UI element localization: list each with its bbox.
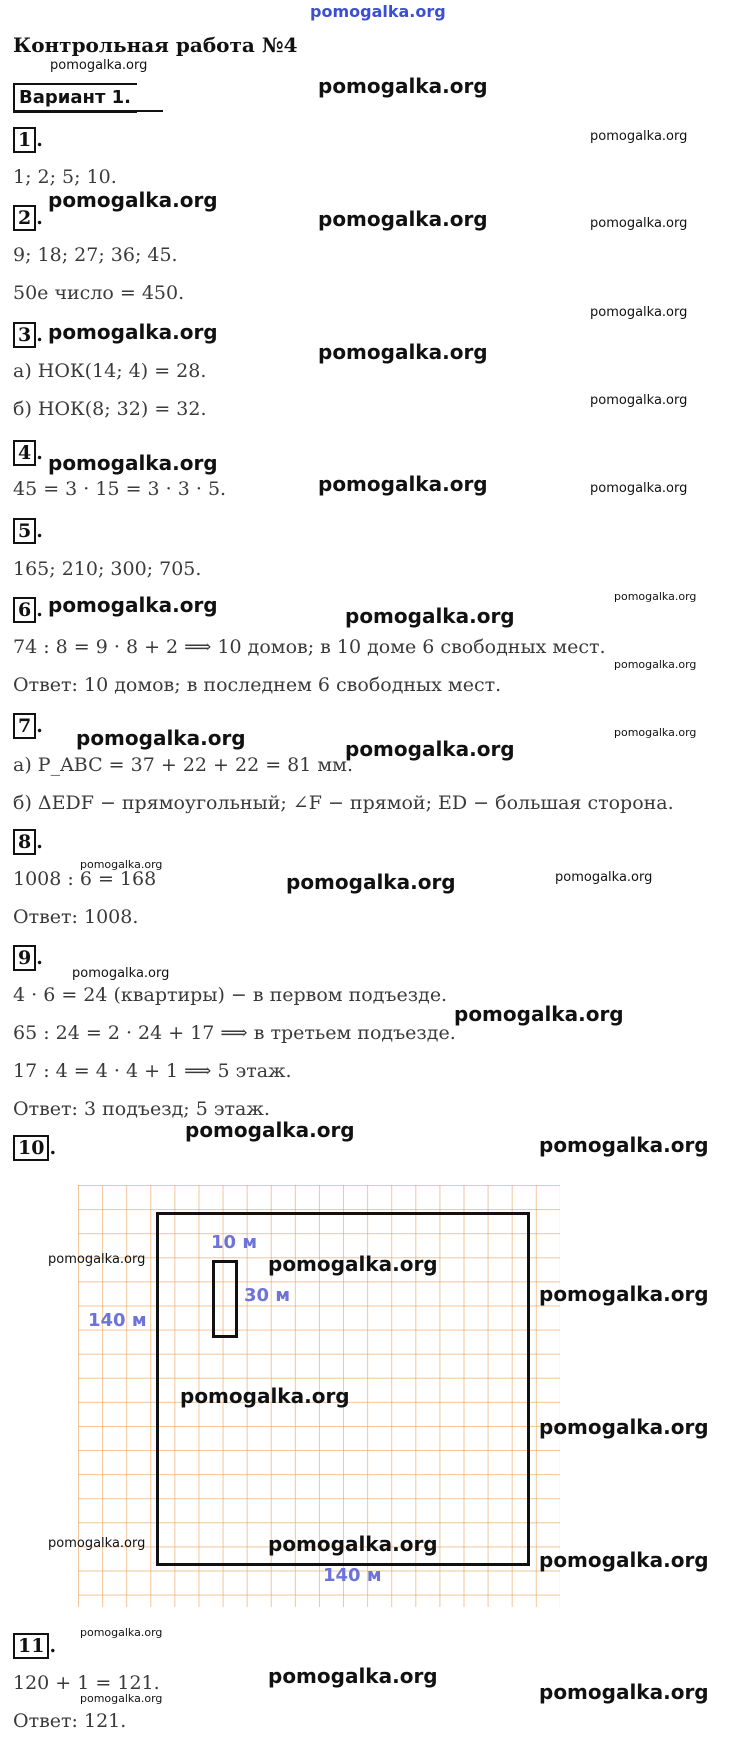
task-3-number: 3 .	[13, 323, 43, 347]
watermark: pomogalka.org	[555, 870, 653, 885]
small-height-label: 30 м	[244, 1285, 291, 1306]
watermark: pomogalka.org	[318, 340, 488, 364]
watermark: pomogalka.org	[72, 966, 170, 981]
task-6-number: 6 .	[13, 598, 43, 622]
watermark: pomogalka.org	[80, 858, 163, 871]
task-8-number: 8 .	[13, 830, 43, 854]
watermark: pomogalka.org	[268, 1532, 438, 1556]
watermark: pomogalka.org	[48, 188, 218, 212]
page-title: Контрольная работа №4	[13, 33, 298, 57]
watermark: pomogalka.org	[590, 129, 688, 144]
task-10-number: 10 .	[13, 1136, 56, 1160]
watermark: pomogalka.org	[286, 870, 456, 894]
task-11-number: 11 .	[13, 1634, 56, 1658]
task-7-line-2: б) ΔEDF − прямоугольный; ∠F − прямой; ED − большая сторона.	[13, 792, 674, 814]
task-7-number: 7 .	[13, 714, 43, 738]
watermark: pomogalka.org	[454, 1002, 624, 1026]
task-4-line-1: 45 = 3 · 15 = 3 · 3 · 5.	[13, 478, 227, 500]
task-11-line-1: 120 + 1 = 121.	[13, 1672, 160, 1694]
watermark: pomogalka.org	[48, 593, 218, 617]
task-9-line-1: 4 · 6 = 24 (квартиры) − в первом подъезде.	[13, 984, 448, 1006]
task-8-line-1: 1008 : 6 = 168	[13, 868, 157, 890]
variant-label: Вариант 1.	[13, 83, 137, 113]
watermark: pomogalka.org	[80, 1692, 163, 1705]
watermark: pomogalka.org	[590, 481, 688, 496]
watermark: pomogalka.org	[80, 1626, 163, 1639]
task-7-line-1: а) P_ABC = 37 + 22 + 22 = 81 мм.	[13, 754, 353, 776]
task-3-line-1: а) НОК(14; 4) = 28.	[13, 360, 207, 382]
task-2-line-2: 50е число = 450.	[13, 282, 185, 304]
watermark: pomogalka.org	[268, 1664, 438, 1688]
watermark: pomogalka.org	[48, 1536, 146, 1551]
watermark: pomogalka.org	[318, 74, 488, 98]
watermark: pomogalka.org	[48, 1252, 146, 1267]
task-9-line-2: 65 : 24 = 2 · 24 + 17 ⟹ в третьем подъезде.	[13, 1022, 456, 1044]
top-watermark: pomogalka.org	[310, 2, 446, 21]
watermark: pomogalka.org	[48, 451, 218, 475]
watermark: pomogalka.org	[345, 604, 515, 628]
task-11-line-2: Ответ: 121.	[13, 1710, 127, 1732]
watermark: pomogalka.org	[180, 1384, 350, 1408]
task-6-line-2: Ответ: 10 домов; в последнем 6 свободных мест.	[13, 674, 502, 696]
watermark: pomogalka.org	[268, 1252, 438, 1276]
task-9-line-4: Ответ: 3 подъезд; 5 этаж.	[13, 1098, 270, 1120]
task-4-number: 4 .	[13, 441, 43, 465]
task-9-line-3: 17 : 4 = 4 · 4 + 1 ⟹ 5 этаж.	[13, 1060, 292, 1082]
task-1-line-1: 1; 2; 5; 10.	[13, 166, 117, 188]
variant-underline	[13, 110, 163, 112]
watermark: pomogalka.org	[185, 1118, 355, 1142]
task-5-number: 5 .	[13, 519, 43, 543]
watermark: pomogalka.org	[50, 58, 148, 73]
small-width-label: 10 м	[211, 1232, 258, 1253]
task-5-line-1: 165; 210; 300; 705.	[13, 558, 202, 580]
watermark: pomogalka.org	[345, 737, 515, 761]
watermark: pomogalka.org	[590, 216, 688, 231]
watermark: pomogalka.org	[76, 726, 246, 750]
task-2-line-1: 9; 18; 27; 36; 45.	[13, 244, 178, 266]
watermark: pomogalka.org	[614, 726, 697, 739]
watermark: pomogalka.org	[318, 472, 488, 496]
watermark: pomogalka.org	[539, 1548, 709, 1572]
task-8-line-2: Ответ: 1008.	[13, 906, 139, 928]
task-6-line-1: 74 : 8 = 9 · 8 + 2 ⟹ 10 домов; в 10 доме 6 свободных мест.	[13, 636, 606, 658]
watermark: pomogalka.org	[539, 1133, 709, 1157]
task-1-number: 1 .	[13, 128, 43, 152]
watermark: pomogalka.org	[539, 1282, 709, 1306]
big-bottom-label: 140 м	[323, 1565, 382, 1586]
small-rectangle	[212, 1260, 238, 1338]
task-3-line-2: б) НОК(8; 32) = 32.	[13, 398, 207, 420]
big-side-label: 140 м	[88, 1310, 147, 1331]
watermark: pomogalka.org	[590, 393, 688, 408]
watermark: pomogalka.org	[614, 658, 697, 671]
watermark: pomogalka.org	[539, 1680, 709, 1704]
watermark: pomogalka.org	[48, 320, 218, 344]
watermark: pomogalka.org	[539, 1415, 709, 1439]
watermark: pomogalka.org	[614, 590, 697, 603]
watermark: pomogalka.org	[318, 207, 488, 231]
watermark: pomogalka.org	[590, 305, 688, 320]
task-2-number: 2 .	[13, 206, 43, 230]
task-9-number: 9 .	[13, 946, 43, 970]
